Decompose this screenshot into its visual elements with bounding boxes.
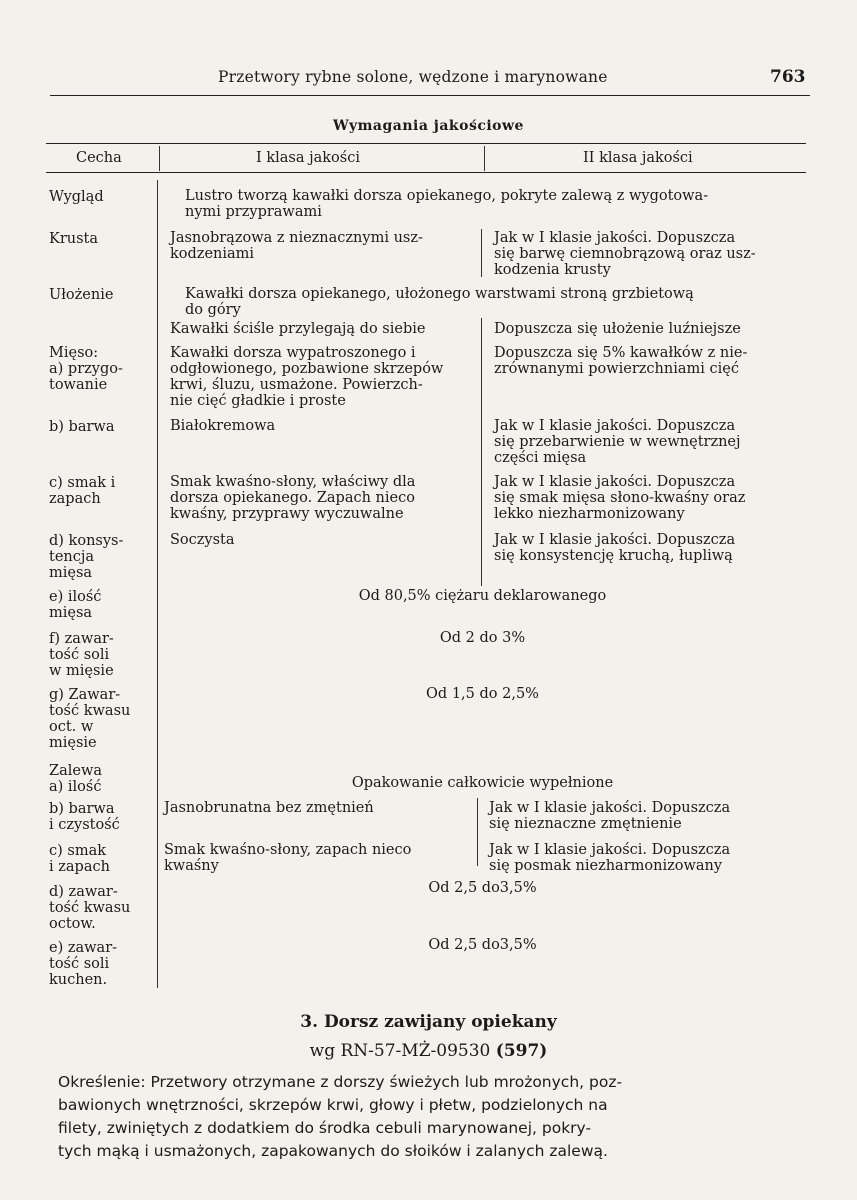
- header-rule: [50, 95, 810, 96]
- table-cell-class-1: Jasnobrązowa z nieznacznymi usz- kodzeniami: [170, 230, 423, 262]
- table-cell-class-1: Kawałki ściśle przylegają do siebie: [170, 321, 426, 337]
- feature-label: b) barwa: [49, 419, 115, 435]
- column-divider-main: [157, 180, 158, 988]
- section-number: 3.: [300, 1012, 319, 1032]
- table-cell-class-2: Jak w I klasie jakości. Dopuszcza się posmak niezharmonizowany: [489, 842, 731, 874]
- standard-number: wg RN-57-MŻ-09530: [309, 1041, 491, 1061]
- column-divider: [481, 318, 482, 586]
- column-header-class-2: II klasa jakości: [583, 150, 693, 166]
- column-divider: [477, 798, 478, 866]
- table-caption: Wymagania jakościowe: [333, 118, 524, 134]
- feature-label: g) Zawar- tość kwasu oct. w mięsie: [49, 687, 131, 751]
- section-standard: [0, 1041, 857, 1061]
- section-heading: [0, 1012, 857, 1032]
- section-title: Dorsz zawijany opiekany: [323, 1012, 557, 1032]
- standard-reference: (597): [495, 1041, 548, 1061]
- feature-label: Mięso: a) przygo- towanie: [49, 345, 123, 393]
- table-cell-class-1: Smak kwaśno-słony, właściwy dla dorsza opiekanego. Zapach nieco kwaśny, przyprawy wyczuwalne: [170, 474, 416, 522]
- definition-paragraph: Określenie: Przetwory otrzymane z dorszy świeżych lub mrożonych, poz- bawionych wnętrzności, skrzepów krwi, głowy i płetw, podzielonych na filety, zwiniętych z dodatkiem do środka cebuli marynowanej, pokry- tych mąką i usmażonych, zapakowanych do słoików i zalanych zalewą.: [58, 1073, 623, 1160]
- feature-label: Krusta: [49, 231, 99, 247]
- table-cell-class-2: Jak w I klasie jakości. Dopuszcza się barwę ciemnobrązową oraz usz- kodzenia krusty: [494, 230, 756, 278]
- table-top-rule: [46, 143, 806, 144]
- header-divider-1: [159, 146, 160, 171]
- table-cell-merged: Kawałki dorsza opiekanego, ułożonego warstwami stroną grzbietową do góry: [185, 286, 694, 318]
- feature-label: f) zawar- tość soli w mięsie: [49, 631, 114, 679]
- header-divider-2: [484, 146, 485, 171]
- feature-label: d) zawar- tość kwasu octow.: [49, 884, 131, 932]
- feature-label: Ułożenie: [49, 287, 114, 303]
- table-cell-merged: Od 2 do 3%: [439, 630, 526, 646]
- feature-label: d) konsys- tencja mięsa: [49, 533, 124, 581]
- feature-label: Zalewa a) ilość: [49, 763, 102, 795]
- feature-label: Wygląd: [49, 189, 104, 205]
- feature-label: c) smak i zapach: [49, 843, 110, 875]
- column-divider: [481, 229, 482, 277]
- feature-label: e) ilość mięsa: [49, 589, 102, 621]
- column-header-feature: Cecha: [76, 150, 122, 166]
- table-cell-merged: Od 2,5 do3,5%: [428, 937, 537, 953]
- table-cell-merged: Od 2,5 do3,5%: [428, 880, 537, 896]
- table-cell-class-1: Smak kwaśno-słony, zapach nieco kwaśny: [164, 842, 412, 874]
- table-cell-class-1: Jasnobrunatna bez zmętnień: [164, 800, 374, 816]
- feature-label: e) zawar- tość soli kuchen.: [49, 940, 118, 988]
- table-cell-merged: Opakowanie całkowicie wypełnione: [351, 775, 614, 791]
- table-cell-class-2: Jak w I klasie jakości. Dopuszcza się nieznaczne zmętnienie: [489, 800, 731, 832]
- table-cell-class-2: Dopuszcza się 5% kawałków z nie- zrównanymi powierzchniami cięć: [494, 345, 748, 377]
- table-cell-merged: Od 1,5 do 2,5%: [426, 686, 539, 702]
- feature-label: c) smak i zapach: [49, 475, 116, 507]
- table-cell-class-2: Jak w I klasie jakości. Dopuszcza się konsystencję kruchą, łupliwą: [494, 532, 736, 564]
- page-number: 763: [770, 67, 806, 87]
- table-head-rule: [46, 172, 806, 173]
- table-cell-class-1: Białokremowa: [170, 418, 276, 434]
- table-cell-merged: Od 80,5% ciężaru deklarowanego: [358, 588, 607, 604]
- table-cell-merged: Lustro tworzą kawałki dorsza opiekanego, pokryte zalewą z wygotowa- nymi przyprawami: [185, 188, 709, 220]
- feature-label: b) barwa i czystość: [49, 801, 120, 833]
- table-cell-class-2: Jak w I klasie jakości. Dopuszcza się przebarwienie w wewnętrznej części mięsa: [494, 418, 741, 466]
- table-cell-class-1: Soczysta: [170, 532, 235, 548]
- column-header-class-1: I klasa jakości: [256, 150, 360, 166]
- table-cell-class-2: Jak w I klasie jakości. Dopuszcza się smak mięsa słono-kwaśny oraz lekko niezharmonizowany: [494, 474, 746, 522]
- running-header-title: Przetwory rybne solone, wędzone i marynowane: [218, 68, 608, 86]
- table-cell-class-1: Kawałki dorsza wypatroszonego i odgłowionego, pozbawione skrzepów krwi, śluzu, usmażone. Powierzch- nie cięć gładkie i proste: [170, 345, 444, 409]
- table-cell-class-2: Dopuszcza się ułożenie luźniejsze: [494, 321, 741, 337]
